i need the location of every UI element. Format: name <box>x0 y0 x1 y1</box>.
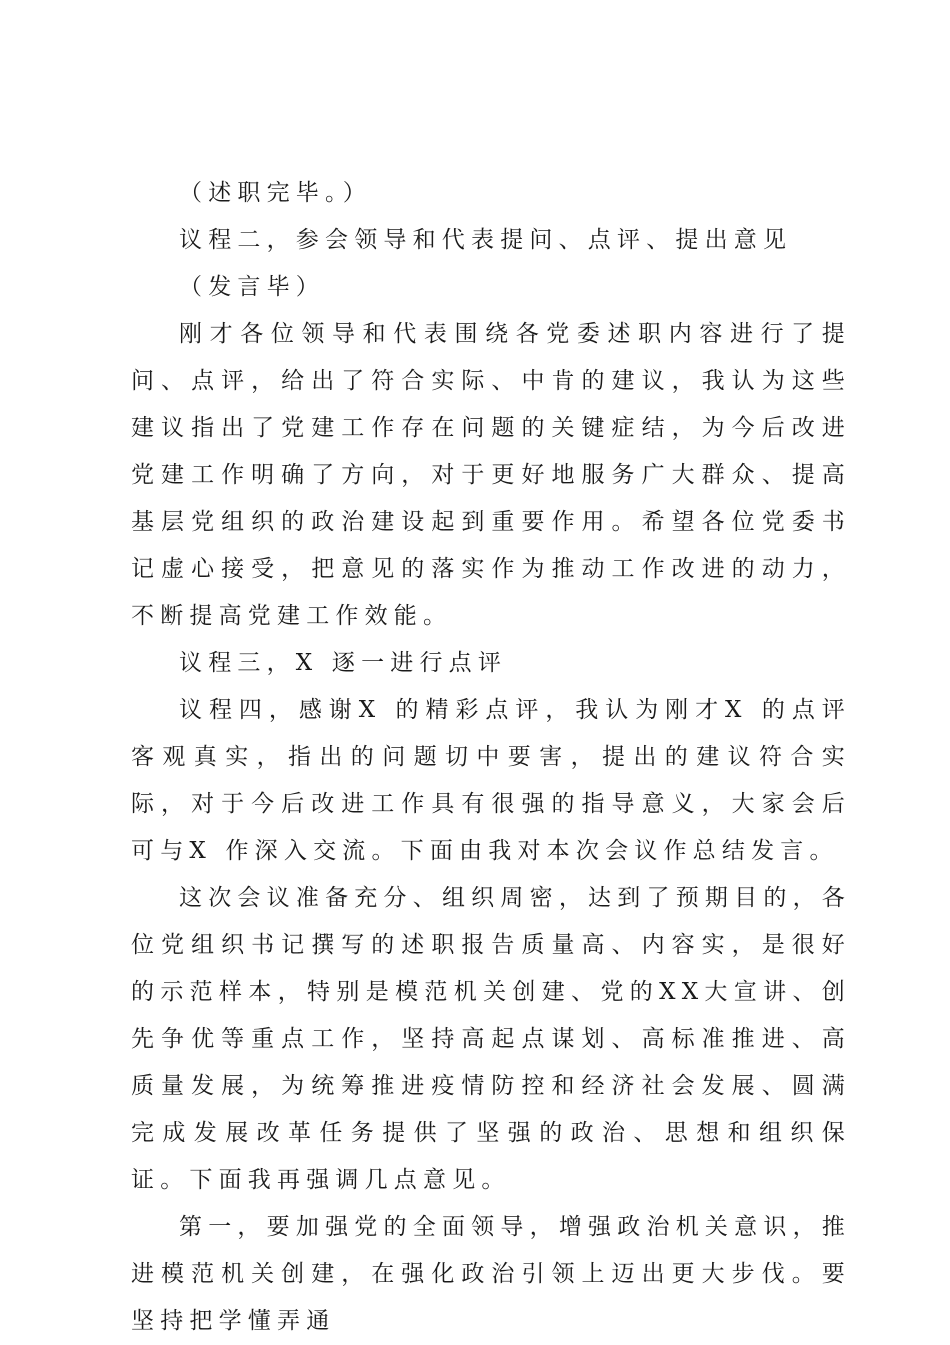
paragraph-agenda-three: 议程三，X 逐一进行点评 <box>179 650 508 676</box>
paragraph-point-one: 第一，要加强党的全面领导，增强政治机关意识，推进模范机关创建，在强化政治引领上迈出更大步伐。要坚持把学懂弄通 <box>131 1214 851 1334</box>
paragraph-agenda-two: 议程二，参会领导和代表提问、点评、提出意见 <box>179 227 793 253</box>
paragraph-agenda-four: 议程四，感谢X 的精彩点评，我认为刚才X 的点评客观真实，指出的问题切中要害，提出的建议符合实际，对于今后改进工作具有很强的指导意义，大家会后可与X 作深入交流。下面由我对本次会议作总结发言。 <box>131 697 851 864</box>
paragraph-leaders-comments: 刚才各位领导和代表围绕各党委述职内容进行了提问、点评，给出了符合实际、中肯的建议，我认为这些建议指出了党建工作存在问题的关键症结，为今后改进党建工作明确了方向，对于更好地服务广大群众、提高基层党组织的政治建设起到重要作用。希望各位党委书记虚心接受，把意见的落实作为推动工作改进的动力，不断提高党建工作效能。 <box>131 321 851 629</box>
document-body <box>131 170 851 1345</box>
paragraph-speech-complete: （发言毕） <box>179 274 325 300</box>
paragraph-report-complete: （述职完毕。） <box>179 180 372 206</box>
paragraph-meeting-summary: 这次会议准备充分、组织周密，达到了预期目的，各位党组织书记撰写的述职报告质量高、内容实，是很好的示范样本，特别是模范机关创建、党的XX大宣讲、创先争优等重点工作，坚持高起点谋划、高标准推进、高质量发展，为统筹推进疫情防控和经济社会发展、圆满完成发展改革任务提供了坚强的政治、思想和组织保证。下面我再强调几点意见。 <box>131 885 851 1193</box>
